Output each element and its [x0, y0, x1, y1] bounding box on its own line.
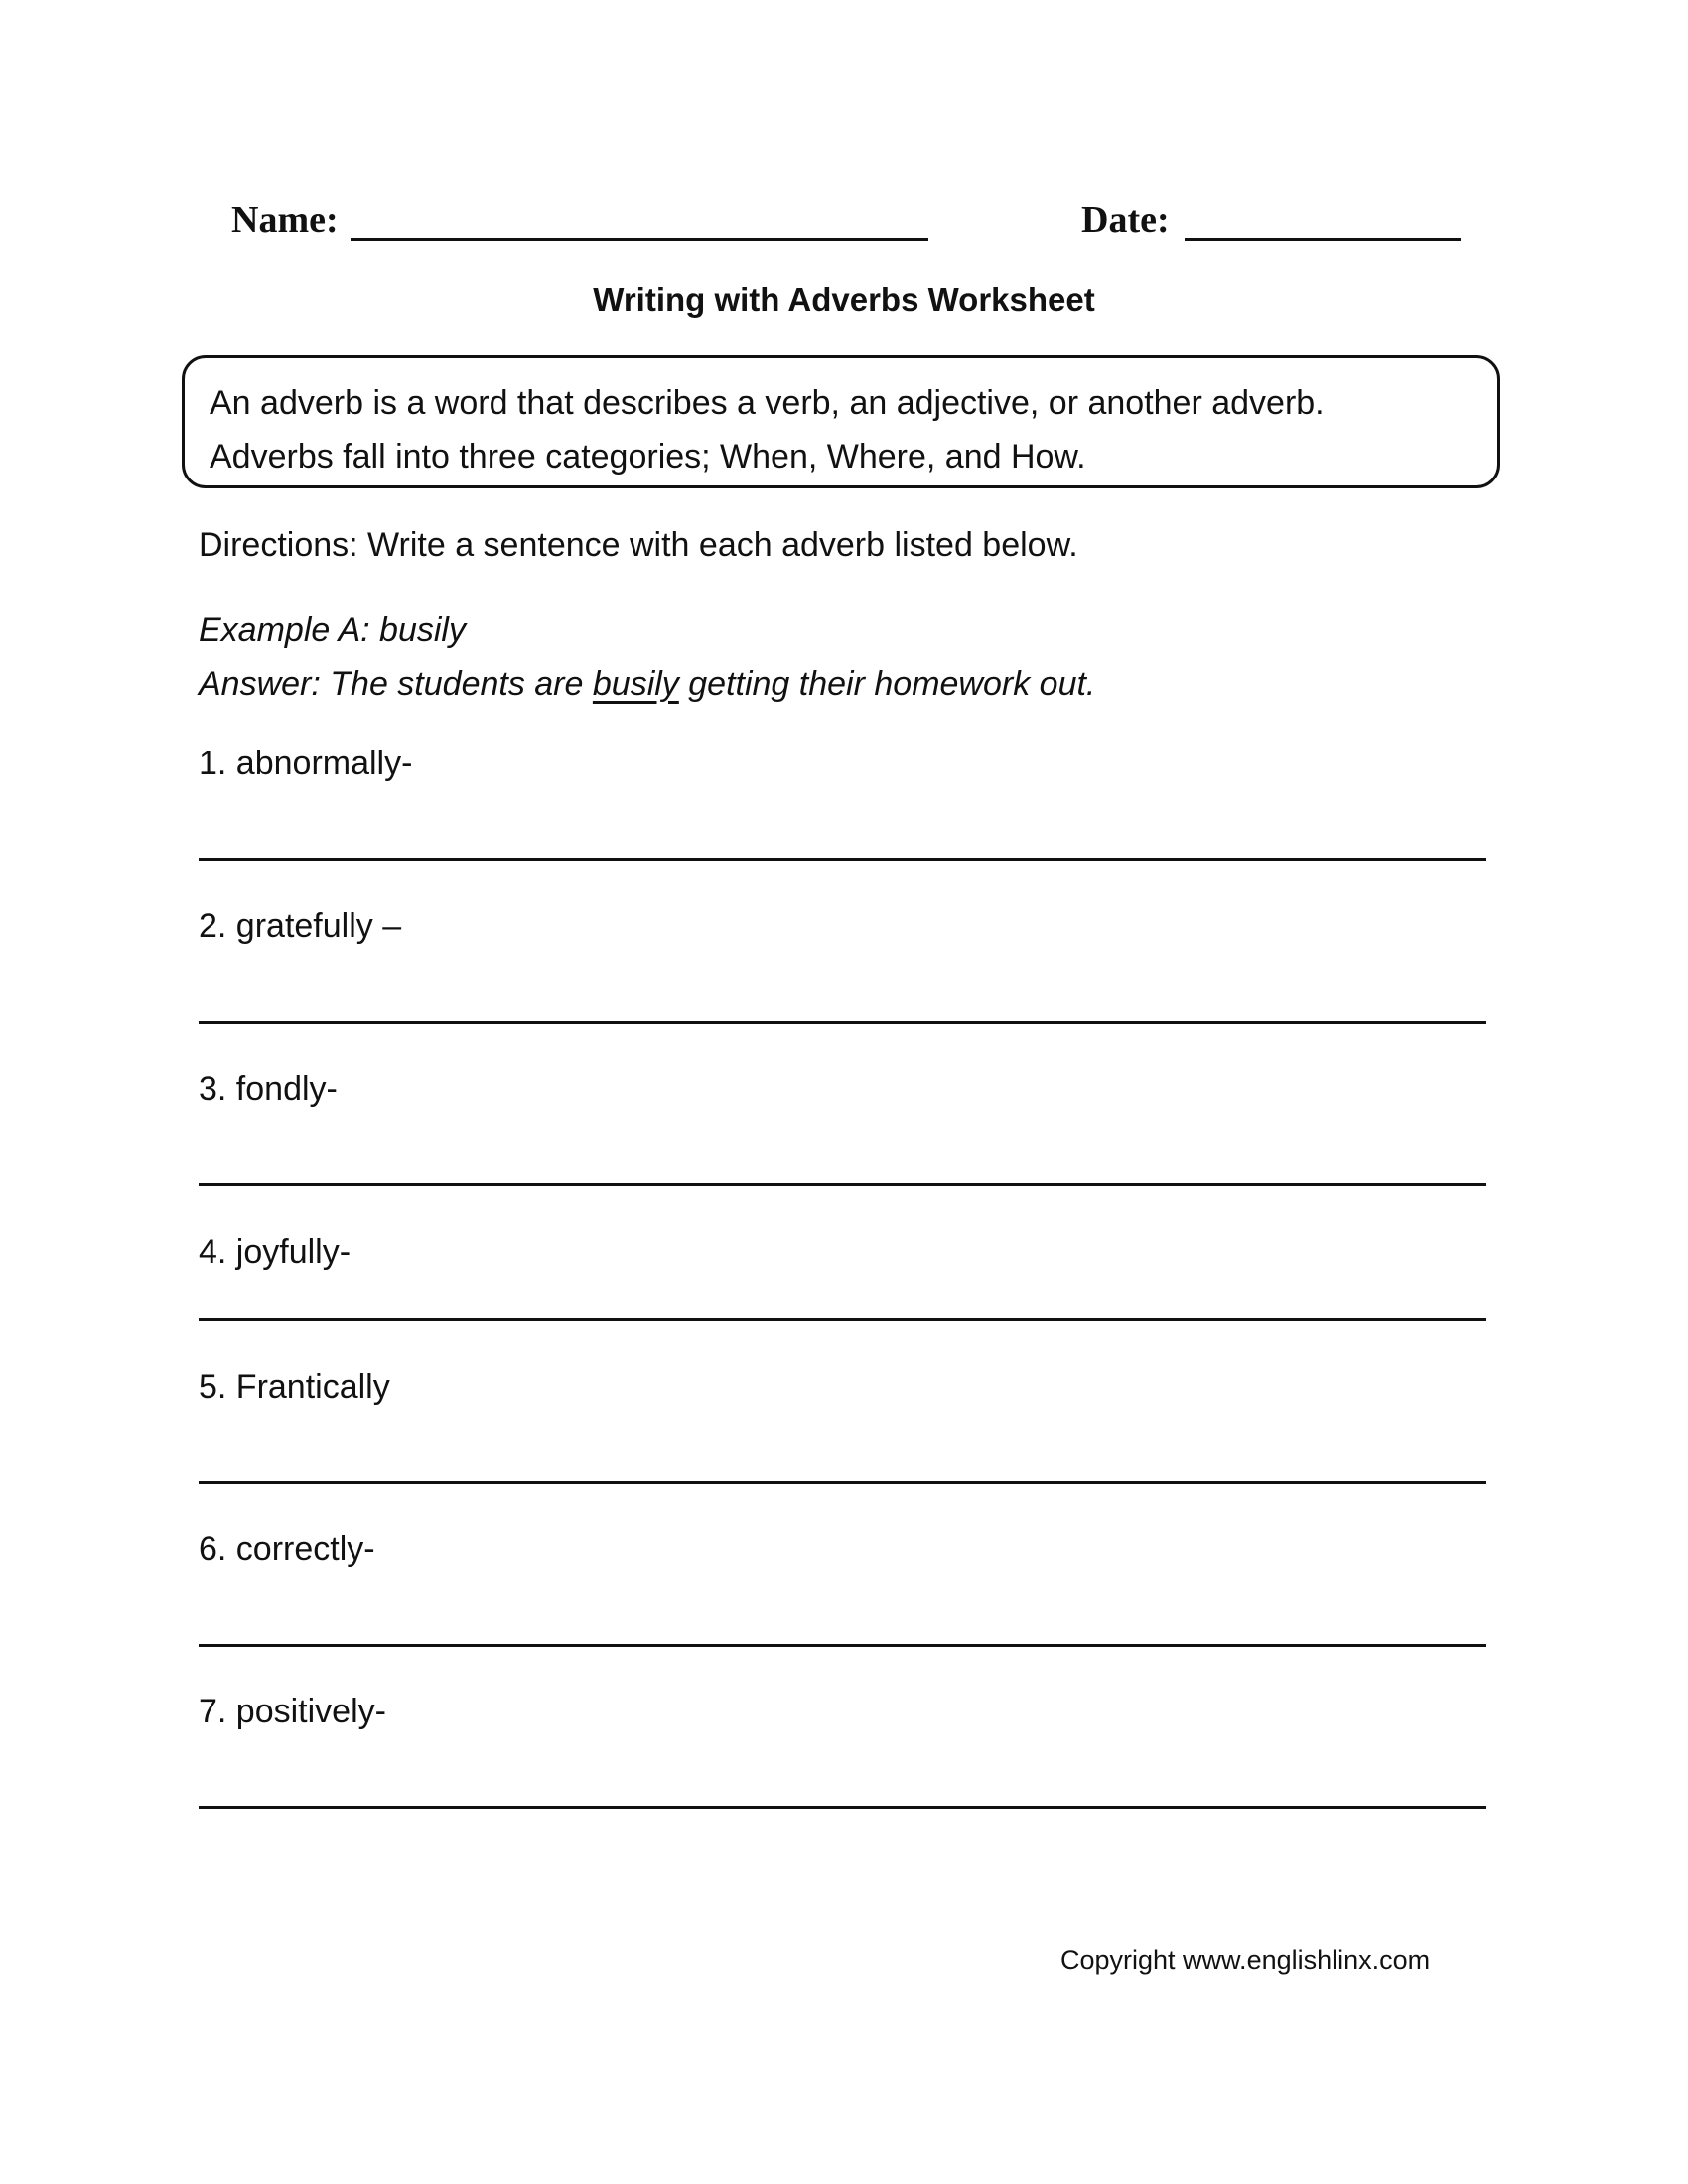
date-field[interactable]: [1185, 238, 1461, 241]
example-answer-word: busily: [592, 665, 679, 703]
example-block: [199, 604, 1095, 711]
answer-line-6[interactable]: [199, 1644, 1486, 1647]
example-answer-prefix: Answer: The students are: [199, 665, 593, 703]
worksheet-title: Writing with Adverbs Worksheet: [593, 281, 1095, 318]
item-label-5: 5. Frantically: [199, 1368, 390, 1406]
item-label-6: 6. correctly-: [199, 1530, 375, 1568]
copyright-notice: Copyright www.englishlinx.com: [1060, 1945, 1431, 1975]
answer-line-3[interactable]: [199, 1183, 1486, 1186]
header-row: [231, 197, 1463, 256]
answer-line-1[interactable]: [199, 858, 1486, 861]
answer-line-4[interactable]: [199, 1318, 1486, 1321]
answer-line-5[interactable]: [199, 1481, 1486, 1484]
name-field[interactable]: [351, 238, 928, 241]
example-answer-suffix: getting their homework out.: [678, 665, 1096, 703]
answer-line-7[interactable]: [199, 1806, 1486, 1809]
definition-line-1: An adverb is a word that describes a verb, an adjective, or another adverb.: [210, 384, 1325, 422]
item-label-2: 2. gratefully –: [199, 907, 402, 945]
name-label: Name:: [231, 200, 339, 241]
answer-line-2[interactable]: [199, 1021, 1486, 1024]
date-label: Date:: [1081, 200, 1170, 241]
item-label-3: 3. fondly-: [199, 1070, 338, 1108]
item-label-1: 1. abnormally-: [199, 745, 413, 782]
definition-line-2: Adverbs fall into three categories; When, Where, and How.: [210, 438, 1086, 476]
item-label-7: 7. positively-: [199, 1693, 386, 1730]
definition-box: [182, 355, 1500, 488]
item-label-4: 4. joyfully-: [199, 1233, 352, 1271]
example-answer: [199, 657, 1095, 711]
example-label: Example A: busily: [199, 612, 466, 649]
directions-text: Directions: Write a sentence with each adverb listed below.: [199, 526, 1078, 564]
